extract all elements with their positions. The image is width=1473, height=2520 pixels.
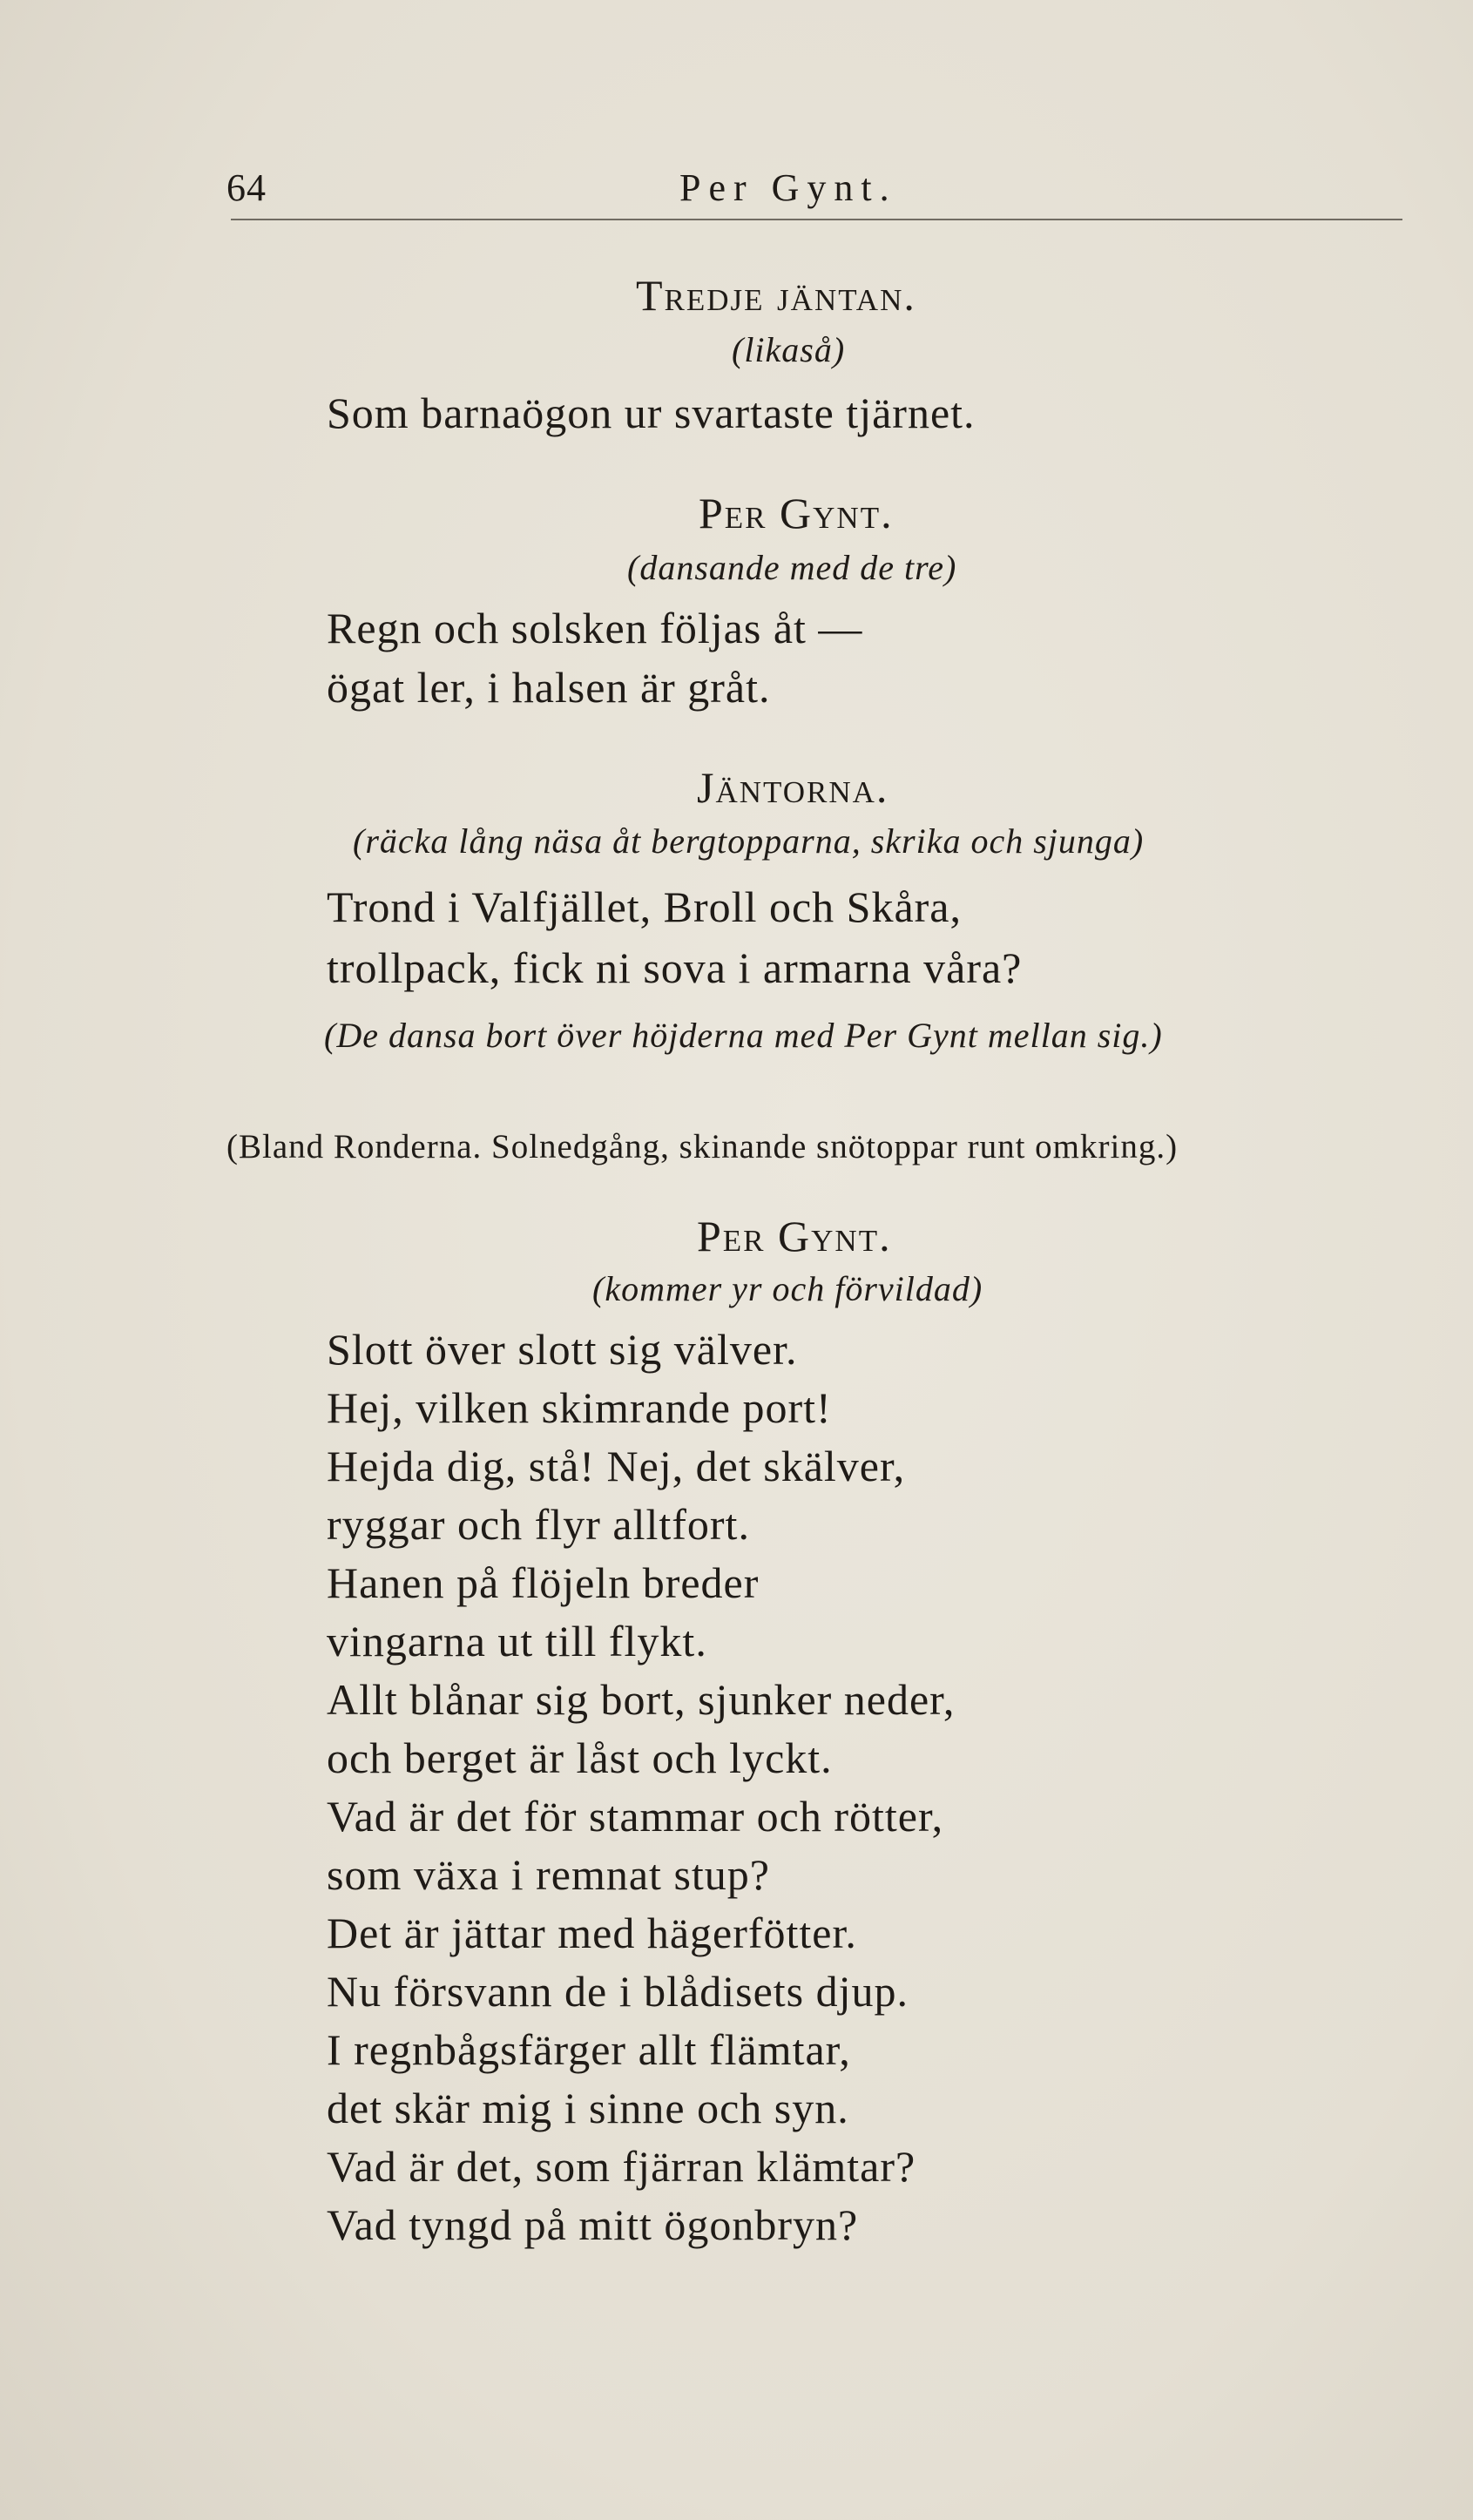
verse-line: Det är jättar med hägerfötter. [327,1909,857,1957]
stage-direction: (dansande med de tre) [627,548,957,587]
verse-line: ryggar och flyr alltfort. [327,1500,750,1549]
header-rule [231,219,1402,220]
page-number: 64 [226,166,267,209]
verse-line: och berget är låst och lyckt. [327,1733,833,1782]
verse-line: Hejda dig, stå! Nej, det skälver, [327,1442,906,1490]
verse-line: Nu försvann de i blådisets djup. [327,1967,909,2016]
scene-direction: (Bland Ronderna. Solnedgång, skinande snötoppar runt omkring.) [226,1128,1179,1165]
verse-line: Vad är det för stammar och rötter, [327,1792,944,1841]
verse-line: Hanen på flöjeln breder [327,1558,760,1607]
speaker-name: Jäntorna. [697,763,889,812]
speaker-name: Per Gynt. [697,1212,892,1260]
verse-line: trollpack, fick ni sova i armarna våra? [327,943,1023,992]
verse-line: ögat ler, i halsen är gråt. [327,663,771,712]
verse-line: som växa i remnat stup? [327,1850,770,1899]
verse-line: vingarna ut till flykt. [327,1617,707,1665]
stage-direction: (De dansa bort över höjderna med Per Gynt mellan sig.) [324,1016,1163,1055]
page-header [226,157,1402,218]
verse-line: Trond i Valfjället, Broll och Skåra, [327,882,962,931]
verse-line: Vad är det, som fjärran klämtar? [327,2142,916,2191]
verse-line: Som barnaögon ur svartaste tjärnet. [327,388,976,437]
running-title: Per Gynt. [679,166,897,209]
verse-line: Hej, vilken skimrande port! [327,1383,832,1432]
speaker-name: Tredje jäntan. [636,271,916,320]
verse-line: det skär mig i sinne och syn. [327,2084,849,2132]
verse-line: I regnbågsfärger allt flämtar, [327,2025,851,2074]
stage-direction: (likaså) [732,330,846,369]
verse-line: Vad tyngd på mitt ögonbryn? [327,2200,859,2249]
stage-direction: (räcka lång näsa åt bergtopparna, skrika och sjunga) [353,821,1145,861]
verse-line: Regn och solsken följas åt — [327,604,863,652]
speaker-name: Per Gynt. [699,489,894,537]
verse-line: Slott över slott sig välver. [327,1325,798,1374]
stage-direction: (kommer yr och förvildad) [592,1269,983,1308]
verse-line: Allt blånar sig bort, sjunker neder, [327,1675,956,1724]
